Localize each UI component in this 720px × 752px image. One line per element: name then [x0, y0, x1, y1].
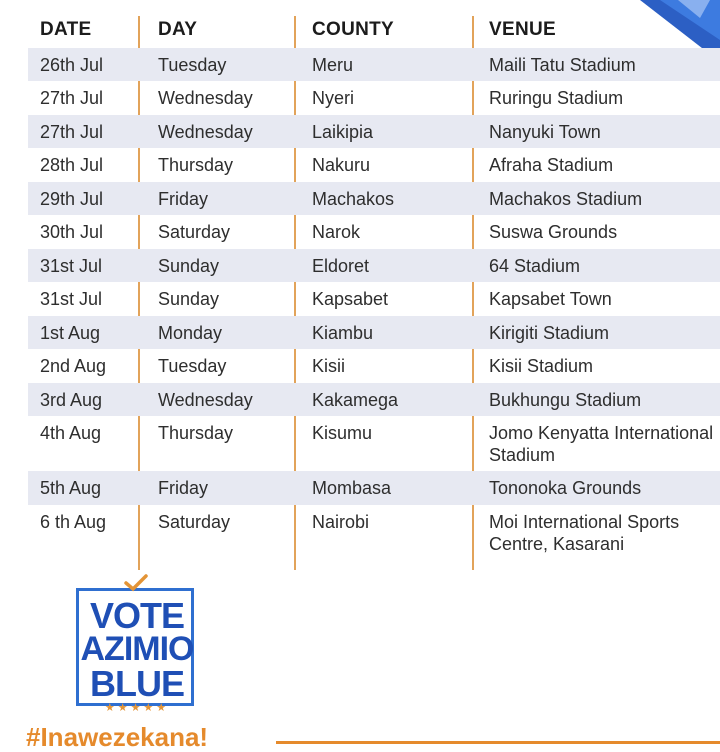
cell-county: Nairobi	[312, 512, 370, 532]
cell-county: Kakamega	[312, 390, 399, 410]
cell-day: Tuesday	[158, 55, 227, 75]
cell-day: Sunday	[158, 289, 220, 309]
cell-day: Friday	[158, 189, 209, 209]
cell-date: 31st Jul	[40, 256, 103, 276]
hashtag-text: #Inawezekana!	[26, 722, 209, 752]
cell-day: Saturday	[158, 512, 231, 532]
cell-day: Thursday	[158, 155, 234, 175]
logo-line-vote: VOTE	[89, 595, 184, 636]
cell-date: 2nd Aug	[40, 356, 107, 376]
cell-date: 27th Jul	[40, 88, 104, 108]
cell-venue: Jomo Kenyatta International Stadium	[489, 423, 714, 465]
cell-day: Friday	[158, 478, 209, 498]
table-row	[28, 282, 720, 316]
cell-venue: Nanyuki Town	[489, 122, 601, 142]
cell-date: 29th Jul	[40, 189, 104, 209]
table-row	[28, 215, 720, 249]
cell-venue: Kapsabet Town	[489, 289, 612, 309]
cell-day: Wednesday	[158, 88, 253, 108]
header-day: DAY	[158, 19, 198, 40]
header-county: COUNTY	[312, 19, 395, 40]
cell-date: 5th Aug	[40, 478, 102, 498]
cell-day: Wednesday	[158, 122, 253, 142]
cell-date: 27th Jul	[40, 122, 104, 142]
cell-venue: Machakos Stadium	[489, 189, 643, 209]
table-row	[28, 182, 720, 215]
header-venue: VENUE	[489, 19, 556, 40]
cell-venue: Kirigiti Stadium	[489, 323, 610, 343]
cell-county: Eldoret	[312, 256, 370, 276]
cell-day: Wednesday	[158, 390, 253, 410]
logo-stars: ★★★★★	[104, 702, 170, 714]
cell-county: Kisii	[312, 356, 346, 376]
table-row	[28, 148, 720, 182]
cell-county: Meru	[312, 55, 354, 75]
cell-county: Machakos	[312, 189, 395, 209]
cell-county: Kisumu	[312, 423, 373, 443]
cell-date: 1st Aug	[40, 323, 101, 343]
cell-venue: Bukhungu Stadium	[489, 390, 642, 410]
table-row	[28, 349, 720, 383]
footer-rule	[276, 741, 720, 744]
cell-venue: 64 Stadium	[489, 256, 581, 276]
schedule-table	[28, 12, 720, 555]
cell-day: Sunday	[158, 256, 220, 276]
cell-venue: Kisii Stadium	[489, 356, 594, 376]
cell-venue: Suswa Grounds	[489, 222, 618, 242]
table-row	[28, 249, 720, 282]
cell-county: Nakuru	[312, 155, 371, 175]
cell-county: Nyeri	[312, 88, 355, 108]
cell-date: 3rd Aug	[40, 390, 103, 410]
cell-date: 28th Jul	[40, 155, 104, 175]
logo-line-azimio: AZIMIO	[80, 630, 194, 668]
table-row	[28, 505, 720, 555]
cell-day: Saturday	[158, 222, 231, 242]
table-row	[28, 48, 720, 81]
cell-county: Kiambu	[312, 323, 374, 343]
cell-venue: Afraha Stadium	[489, 155, 614, 175]
cell-county: Mombasa	[312, 478, 392, 498]
table-row	[28, 416, 720, 471]
table-row	[28, 316, 720, 349]
cell-county: Laikipia	[312, 122, 374, 142]
table-row	[28, 471, 720, 505]
cell-venue: Maili Tatu Stadium	[489, 55, 636, 75]
cell-venue: Tononoka Grounds	[489, 478, 642, 498]
cell-date: 6 th Aug	[40, 512, 107, 532]
cell-day: Tuesday	[158, 356, 227, 376]
table-row	[28, 81, 720, 115]
cell-county: Narok	[312, 222, 361, 242]
table-header	[28, 12, 720, 48]
logo-line-blue: BLUE	[90, 663, 184, 704]
cell-venue: Ruringu Stadium	[489, 88, 624, 108]
checkmark-icon	[124, 574, 148, 592]
table-row	[28, 115, 720, 148]
cell-date: 31st Jul	[40, 289, 103, 309]
cell-day: Monday	[158, 323, 223, 343]
cell-day: Thursday	[158, 423, 234, 443]
table-row	[28, 383, 720, 416]
table-body	[28, 48, 720, 555]
cell-date: 26th Jul	[40, 55, 104, 75]
header-date: DATE	[40, 19, 92, 40]
cell-venue: Moi International Sports Centre, Kasarani	[489, 512, 680, 554]
cell-date: 30th Jul	[40, 222, 104, 242]
cell-county: Kapsabet	[312, 289, 389, 309]
cell-date: 4th Aug	[40, 423, 102, 443]
